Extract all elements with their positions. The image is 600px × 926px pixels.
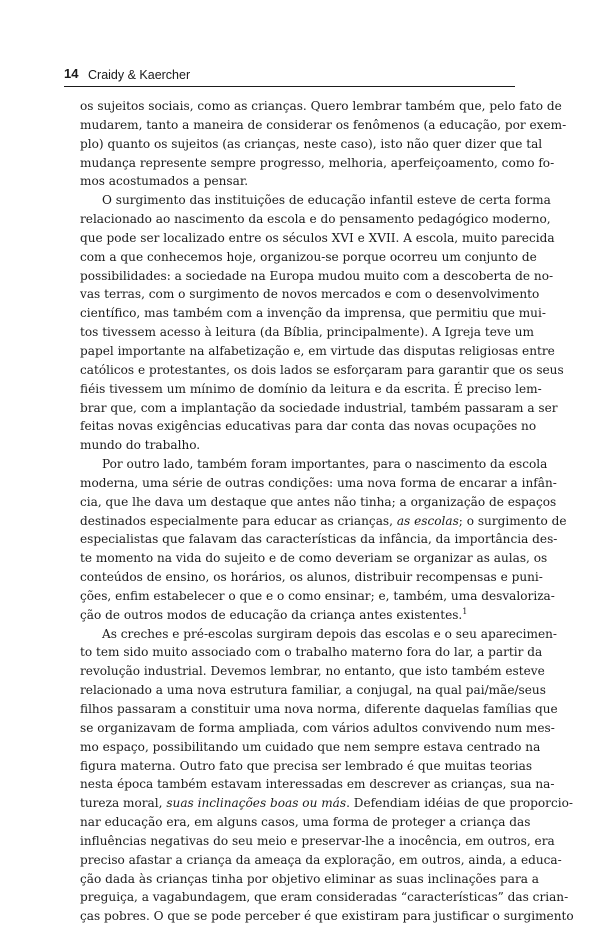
text-line: tos tivessem acesso à leitura (da Bíblia, principalmente). A Igreja teve um bbox=[80, 325, 534, 340]
text-line: to tem sido muito associado com o trabalho materno fora do lar, a partir da bbox=[80, 645, 543, 660]
text-segment: ; o surgimento de bbox=[458, 513, 567, 528]
running-head: Craidy & Kaercher bbox=[88, 68, 191, 82]
text-line: vas terras, com o surgimento de novos mercados e com o desenvolvimento bbox=[80, 287, 540, 302]
italic-term: as escolas bbox=[396, 513, 459, 528]
text-line: científico, mas também com a invenção da imprensa, que permitiu que mui- bbox=[80, 306, 546, 321]
text-segment: . Defendiam idéias de que proporcio- bbox=[346, 796, 573, 811]
text-line: filhos passaram a constituir uma nova norma, diferente daquelas famílias que bbox=[80, 702, 558, 716]
text-line: ções, enfim estabelecer o que e o como ensinar; e, também, uma desvaloriza- bbox=[80, 588, 555, 603]
text-line: mudança represente sempre progresso, melhoria, aperfeiçoamento, como fo- bbox=[80, 155, 555, 170]
text-line: mundo do trabalho. bbox=[80, 438, 201, 453]
text-line: relacionado a uma nova estrutura familiar, a conjugal, na qual pai/mãe/seus bbox=[80, 683, 546, 698]
text-line: mudarem, tanto a maneira de considerar os fenômenos (a educação, por exem- bbox=[80, 117, 567, 132]
text-line: cia, que lhe dava um destaque que antes não tinha; a organização de espaços bbox=[80, 494, 557, 509]
text-line bbox=[80, 606, 512, 625]
text-line: com a que conhecemos hoje, organizou-se porque ocorreu um conjunto de bbox=[80, 249, 537, 264]
text-line: revolução industrial. Devemos lembrar, no entanto, que isto também esteve bbox=[80, 664, 545, 679]
text-line: nar educação era, em alguns casos, uma forma de proteger a criança das bbox=[80, 815, 531, 830]
body-text bbox=[80, 97, 574, 926]
text-line: relacionado ao nascimento da escola e do pensamento pedagógico moderno, bbox=[80, 212, 551, 227]
text-line: nesta época também estavam interessadas em descrever as crianças, sua na- bbox=[80, 777, 555, 792]
text-line: Por outro lado, também foram importantes, para o nascimento da escola bbox=[102, 457, 548, 472]
text-line: As creches e pré-escolas surgiram depois das escolas e o seu aparecimen- bbox=[102, 626, 558, 641]
text-line: influências negativas do seu meio e preservar-lhe a inocência, em outros, era bbox=[80, 833, 555, 848]
text-line: O surgimento das instituições de educação infantil esteve de certa forma bbox=[102, 193, 551, 208]
text-line: mo espaço, possibilitando um cuidado que nem sempre estava centrado na bbox=[80, 739, 541, 754]
text-line: mos acostumados a pensar. bbox=[80, 174, 249, 189]
text-line: os sujeitos sociais, como as crianças. Quero lembrar também que, pelo fato de bbox=[80, 99, 562, 113]
text-line: figura materna. Outro fato que precisa ser lembrado é que muitas teorias bbox=[80, 758, 533, 773]
text-line: papel importante na alfabetização e, em virtude das disputas religiosas entre bbox=[80, 343, 555, 358]
text-line: te momento na vida do sujeito e de como deveriam se organizar as aulas, os bbox=[80, 551, 548, 566]
text-line bbox=[80, 512, 567, 531]
text-line: ças pobres. O que se pode perceber é que existiram para justificar o surgimento bbox=[80, 909, 574, 924]
text-line: especialistas que falavam das características da infância, da importância des- bbox=[80, 532, 558, 547]
text-line: moderna, uma série de outras condições: uma nova forma de encarar a infân- bbox=[80, 475, 557, 490]
footnote-marker: 1 bbox=[462, 606, 468, 616]
text-line bbox=[80, 794, 573, 813]
italic-term: suas inclinações boas ou más bbox=[166, 796, 347, 811]
page-number: 14 bbox=[64, 66, 79, 81]
text-segment: ção de outros modos de educação da criança antes existentes. bbox=[80, 607, 463, 622]
text-line: se organizavam de forma ampliada, com vários adultos convivendo num mes- bbox=[80, 720, 555, 735]
text-segment: tureza moral, bbox=[80, 796, 163, 811]
text-line: feitas novas exigências educativas para dar conta das novas ocupações no bbox=[80, 419, 537, 434]
text-line: brar que, com a implantação da sociedade industrial, também passaram a ser bbox=[80, 400, 558, 415]
page-header bbox=[64, 66, 515, 87]
text-line: possibilidades: a sociedade na Europa mudou muito com a descoberta de no- bbox=[80, 268, 554, 283]
text-line: que pode ser localizado entre os séculos XVI e XVII. A escola, muito parecida bbox=[80, 230, 555, 245]
text-line: plo) quanto os sujeitos (as crianças, neste caso), isto não quer dizer que tal bbox=[80, 136, 543, 151]
text-segment: destinados especialmente para educar as crianças, bbox=[80, 513, 393, 528]
text-line: católicos e protestantes, os dois lados se esforçaram para garantir que os seus bbox=[80, 362, 564, 377]
text-line: fiéis tivessem um mínimo de domínio da leitura e da escrita. É preciso lem- bbox=[80, 381, 542, 396]
text-line: preguiça, a vagabundagem, que eram consideradas “características” das crian- bbox=[80, 890, 569, 905]
text-line: preciso afastar a criança da ameaça da exploração, em outros, ainda, a educa- bbox=[80, 852, 562, 867]
text-line: ção dada às crianças tinha por objetivo eliminar as suas inclinações para a bbox=[80, 871, 539, 886]
text-line: conteúdos de ensino, os horários, os alunos, distribuir recompensas e puni- bbox=[80, 570, 543, 585]
